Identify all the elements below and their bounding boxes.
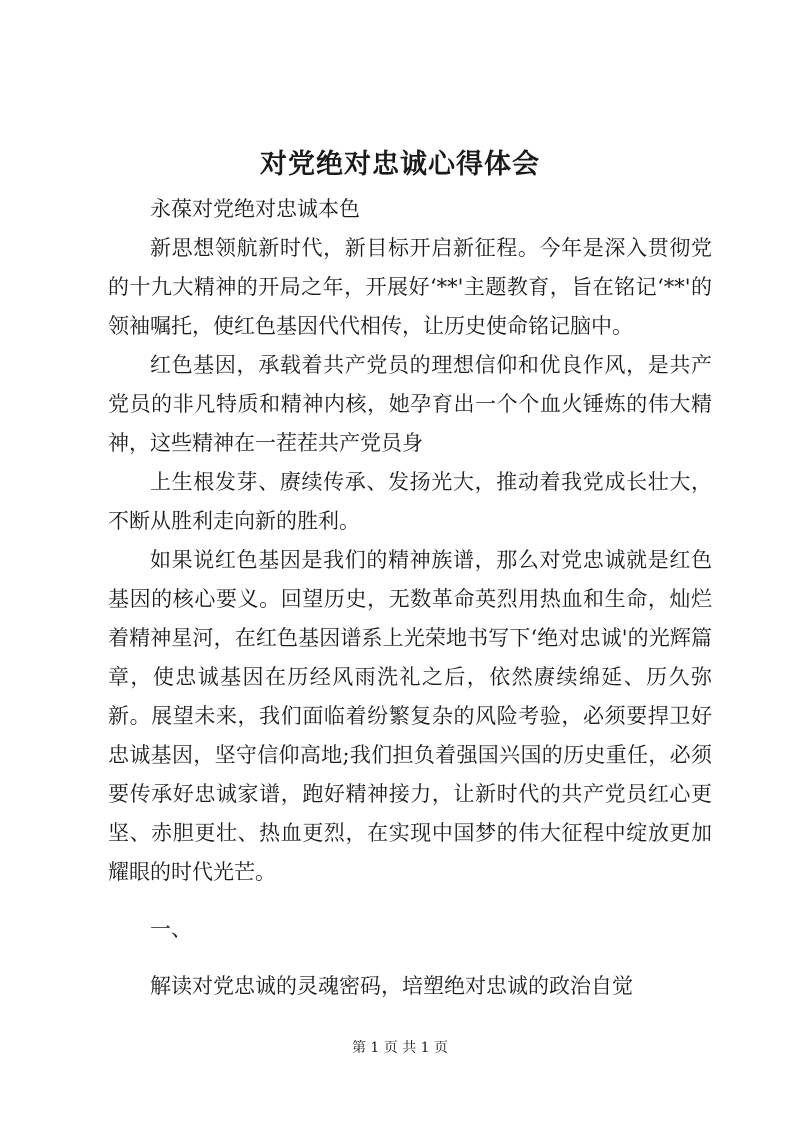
paragraph: 红色基因，承载着共产党员的理想信仰和优良作风，是共产党员的非凡特质和精神内核，她孕育出一个个血火锤炼的伟大精神，这些精神在一茬茬共产党员身 bbox=[108, 353, 712, 455]
paragraph-subtitle: 永葆对党绝对忠诚本色 bbox=[150, 197, 360, 221]
page-footer: 第 1 页 共 1 页 bbox=[351, 1040, 449, 1056]
paragraph: 如果说红色基因是我们的精神族谱，那么对党忠诚就是红色基因的核心要义。回望历史，无数革命英烈用热血和生命，灿烂着精神星河，在红色基因谱系上光荣地书写下‘绝对忠诚'的光辉篇章，使忠诚基因在历经风雨洗礼之后，依然赓续绵延、历久弥新。展望未来，我们面临着纷繁复杂的风险考验，必须要捍卫好忠诚基因，坚守信仰高地;我们担负着强国兴国的历史重任，必须要传承好忠诚家谱，跑好精神接力，让新时代的共产党员红心更坚、赤胆更壮、热血更烈，在实现中国梦的伟大征程中绽放更加耀眼的时代光芒。 bbox=[108, 548, 712, 884]
paragraph: 新思想领航新时代，新目标开启新征程。今年是深入贯彻党的十九大精神的开局之年，开展好‘**'主题教育，旨在铭记‘**'的领袖嘱托，使红色基因代代相传，让历史使命铭记脑中。 bbox=[108, 236, 712, 338]
paragraph: 上生根发芽、赓续传承、发扬光大，推动着我党成长壮大，不断从胜利走向新的胜利。 bbox=[108, 470, 712, 533]
section-number: 一、 bbox=[150, 917, 192, 941]
section-heading: 解读对党忠诚的灵魂密码，培塑绝对忠诚的政治自觉 bbox=[150, 974, 633, 998]
document-body bbox=[108, 190, 712, 1006]
document-title: 对党绝对忠诚心得体会 bbox=[260, 149, 540, 180]
